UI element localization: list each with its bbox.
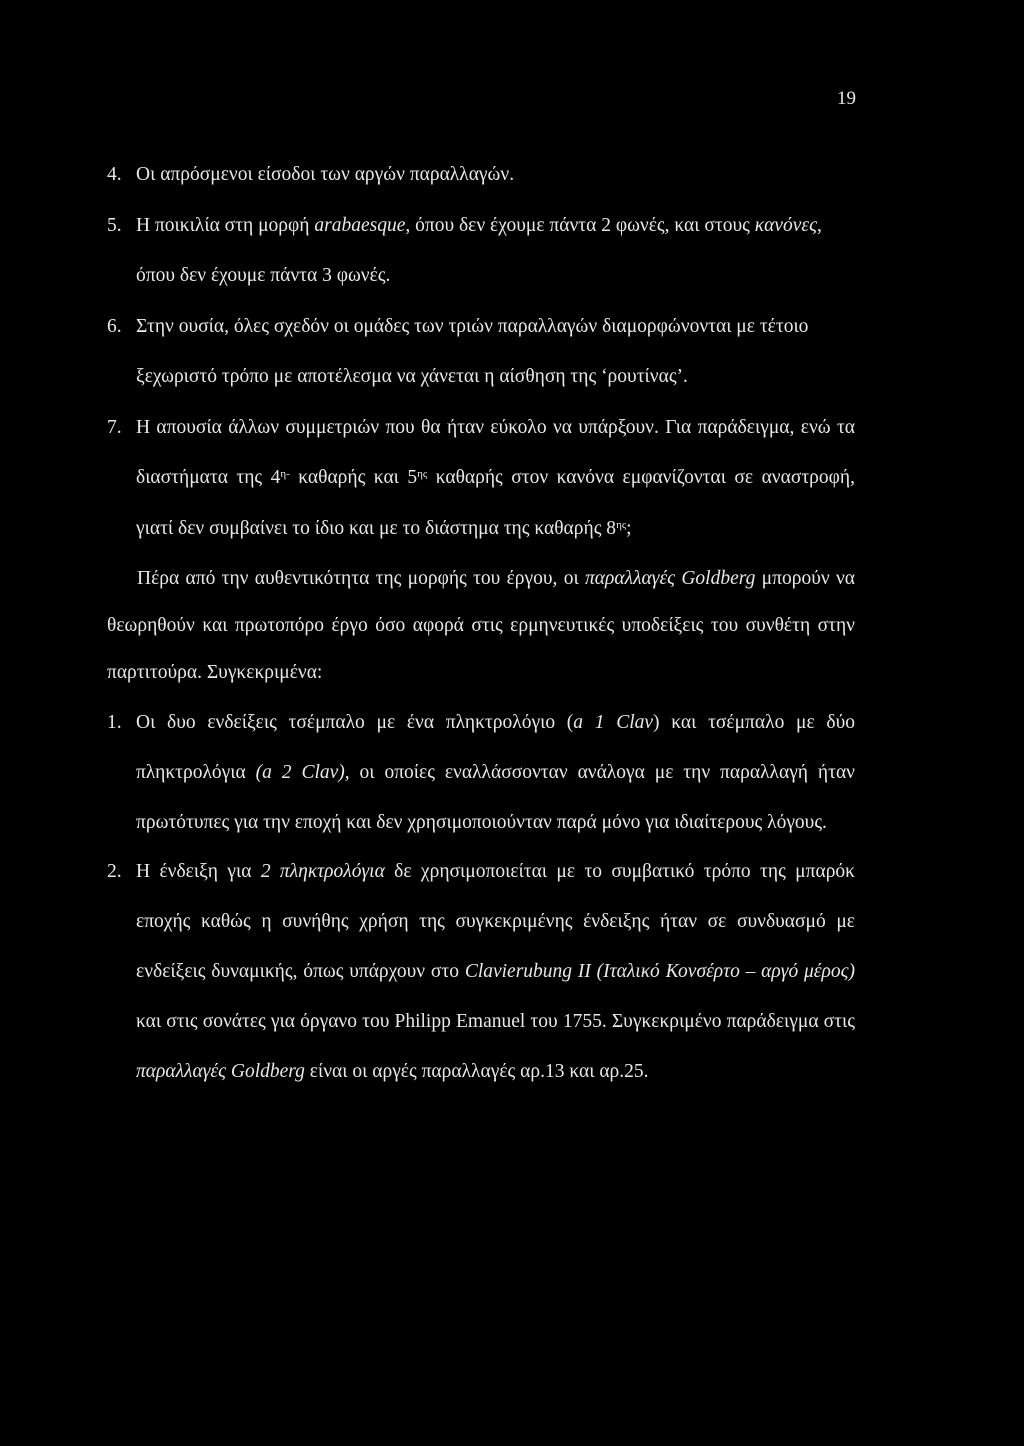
superscript: ης bbox=[616, 518, 627, 531]
paragraph-text: Πέρα από την αυθεντικότητα της μορφής του έργου, οι bbox=[137, 568, 586, 589]
list-text-italic: κανόνες bbox=[754, 214, 817, 236]
page-number: 19 bbox=[837, 88, 856, 109]
paragraph-text: μπορούν να θεωρηθούν και πρωτοπόρο έργο όσο αφορά στις ερμηνευτικές υποδείξεις του συνθέτη στην παρτιτούρα. Συγκεκριμένα: bbox=[107, 568, 855, 683]
list-text: Η ποικιλία στη μορφή bbox=[136, 214, 315, 236]
list-text-italic: (a 2 Clav), bbox=[255, 761, 350, 783]
list-text: ; bbox=[626, 517, 632, 539]
list-text: Οι απρόσμενοι είσοδοι των αργών παραλλαγών. bbox=[136, 164, 515, 185]
list-item bbox=[107, 698, 855, 847]
list-text: , όπου δεν έχουμε πάντα 2 φωνές, και στους bbox=[405, 214, 755, 236]
list-number: 4. bbox=[107, 164, 122, 185]
list-text: είναι οι αργές παραλλαγές αρ.13 και αρ.25. bbox=[304, 1060, 649, 1082]
superscript: ης bbox=[417, 468, 428, 480]
list-text: Οι δυο ενδείξεις τσέμπαλο με ένα πληκτρολόγιο ( bbox=[136, 712, 574, 733]
list-number: 6. bbox=[107, 315, 122, 337]
paragraph-text-italic: παραλλαγές Goldberg bbox=[585, 568, 756, 589]
list-number: 7. bbox=[107, 416, 122, 438]
list-text-italic: 2 πληκτρολόγια bbox=[260, 861, 385, 883]
list-number: 2. bbox=[107, 861, 122, 883]
list-text: Στην ουσία, όλες σχεδόν οι ομάδες των τριών παραλλαγών διαμορφώνονται με τέτοιο ξεχωριστό τρόπο με αποτέλεσμα να χάνεται η αίσθηση της ‘ρουτίνας’. bbox=[136, 315, 809, 387]
list-text: οι οποίες εναλλάσσονταν ανάλογα με την παραλλαγή ήταν πρωτότυπες για την εποχή και δεν χρησιμοποιούνταν παρά μόνο για ιδιαίτερους λόγους. bbox=[136, 761, 855, 833]
list-text: Η ένδειξη για bbox=[136, 861, 261, 883]
list-text: ) και τσέμπαλο με δύο πληκτρολόγια bbox=[136, 712, 855, 783]
list-item bbox=[107, 201, 855, 302]
list-number: 5. bbox=[107, 214, 122, 236]
list-text: καθαρής στον κανόνα εμφανίζονται σε αναστροφή, γιατί δεν συμβαίνει το ίδιο και με το διάστημα της καθαρής 8 bbox=[136, 467, 855, 539]
list-text: , όπου δεν έχουμε πάντα 3 φωνές. bbox=[136, 214, 822, 286]
list-text: δε χρησιμοποιείται με το συμβατικό τρόπο της μπαρόκ εποχής καθώς η συνήθης χρήση της συγκεκριμένης ένδειξης ήταν σε συνδυασμό με ενδείξεις δυναμικής, όπως υπάρχουν στο bbox=[136, 861, 855, 982]
list-text-italic: Clavierubung II (Ιταλικό Κονσέρτο – αργό μέρος) bbox=[464, 960, 855, 982]
body-paragraph bbox=[107, 555, 855, 696]
list-text: και στις σονάτες για όργανο του Philipp Emanuel του 1755. Συγκεκριμένο παράδειγμα στις bbox=[136, 1010, 855, 1032]
list-number: 1. bbox=[107, 712, 122, 733]
list-item bbox=[107, 150, 855, 201]
list-item bbox=[107, 403, 855, 555]
list-text-italic: παραλλαγές Goldberg bbox=[136, 1060, 305, 1082]
list-item bbox=[107, 302, 855, 403]
list-text-italic: a 1 Clav bbox=[573, 712, 654, 733]
superscript: η- bbox=[280, 468, 290, 480]
list-text-italic: arabaesque bbox=[314, 214, 406, 236]
list-item bbox=[107, 847, 855, 1096]
document-body bbox=[107, 150, 855, 1096]
list-text: Η απουσία άλλων συμμετριών που θα ήταν εύκολο να υπάρξουν. Για παράδειγμα, ενώ τα διαστήματα της 4 bbox=[136, 416, 855, 488]
list-text: καθαρής και 5 bbox=[289, 467, 418, 488]
